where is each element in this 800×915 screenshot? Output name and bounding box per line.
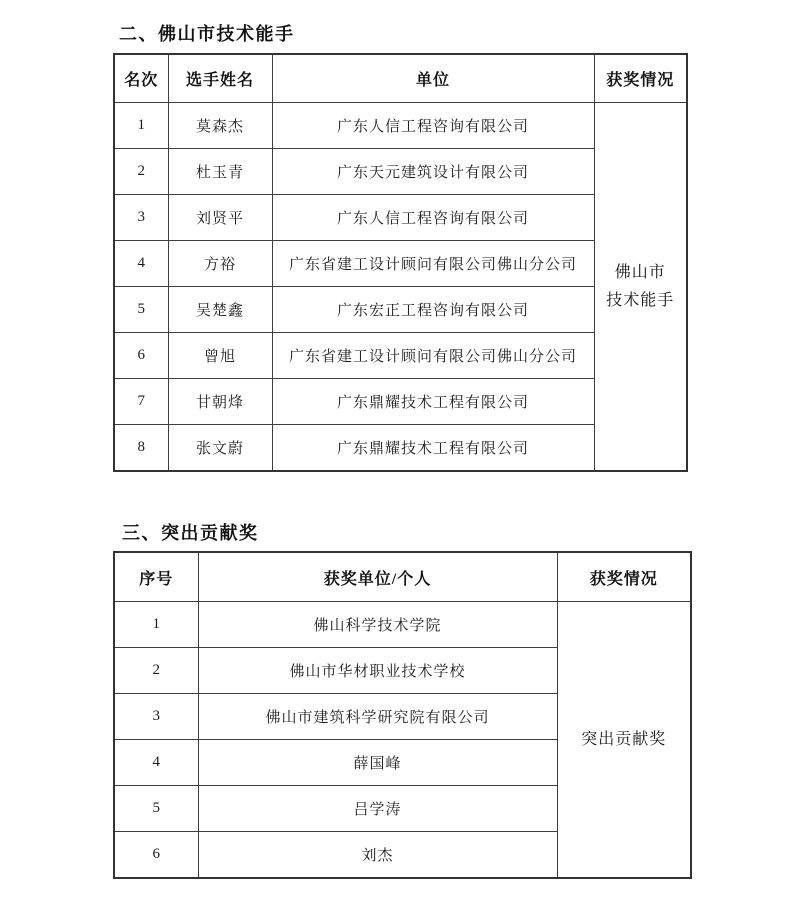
org-cell: 广东天元建筑设计有限公司 bbox=[272, 149, 594, 195]
name-cell: 曾旭 bbox=[168, 333, 272, 379]
winner-cell: 佛山科学技术学院 bbox=[198, 602, 557, 648]
name-cell: 方裕 bbox=[168, 241, 272, 287]
header-contestant-name: 选手姓名 bbox=[168, 54, 272, 103]
serial-cell: 3 bbox=[114, 694, 198, 740]
rank-cell: 1 bbox=[114, 103, 168, 149]
rank-cell: 3 bbox=[114, 195, 168, 241]
rank-cell: 2 bbox=[114, 149, 168, 195]
winner-cell: 佛山市华材职业技术学校 bbox=[198, 648, 557, 694]
section-title-contribution-award: 三、突出贡献奖 bbox=[122, 523, 259, 543]
org-cell: 广东鼎耀技术工程有限公司 bbox=[272, 425, 594, 472]
winner-cell: 薛国峰 bbox=[198, 740, 557, 786]
serial-cell: 4 bbox=[114, 740, 198, 786]
header-award-status: 获奖情况 bbox=[594, 54, 687, 103]
header-organization: 单位 bbox=[272, 54, 594, 103]
name-cell: 莫森杰 bbox=[168, 103, 272, 149]
rank-cell: 6 bbox=[114, 333, 168, 379]
winner-cell: 刘杰 bbox=[198, 832, 557, 879]
name-cell: 刘贤平 bbox=[168, 195, 272, 241]
contribution-award-table bbox=[113, 551, 692, 879]
header-winner-unit: 获奖单位/个人 bbox=[198, 552, 557, 602]
org-cell: 广东人信工程咨询有限公司 bbox=[272, 103, 594, 149]
award-line-1: 佛山市 bbox=[614, 263, 666, 281]
serial-cell: 6 bbox=[114, 832, 198, 879]
name-cell: 吴楚鑫 bbox=[168, 287, 272, 333]
table-row bbox=[114, 602, 691, 648]
org-cell: 广东人信工程咨询有限公司 bbox=[272, 195, 594, 241]
name-cell: 甘朝烽 bbox=[168, 379, 272, 425]
org-cell: 广东省建工设计顾问有限公司佛山分公司 bbox=[272, 241, 594, 287]
serial-cell: 5 bbox=[114, 786, 198, 832]
org-cell: 广东省建工设计顾问有限公司佛山分公司 bbox=[272, 333, 594, 379]
merged-award-cell bbox=[594, 103, 687, 472]
table-row bbox=[114, 103, 687, 149]
winner-cell: 吕学涛 bbox=[198, 786, 557, 832]
rank-cell: 8 bbox=[114, 425, 168, 472]
serial-cell: 2 bbox=[114, 648, 198, 694]
rank-cell: 5 bbox=[114, 287, 168, 333]
name-cell: 张文蔚 bbox=[168, 425, 272, 472]
rank-cell: 7 bbox=[114, 379, 168, 425]
org-cell: 广东宏正工程咨询有限公司 bbox=[272, 287, 594, 333]
org-cell: 广东鼎耀技术工程有限公司 bbox=[272, 379, 594, 425]
header-serial-no: 序号 bbox=[114, 552, 198, 602]
header-award-status: 获奖情况 bbox=[557, 552, 691, 602]
serial-cell: 1 bbox=[114, 602, 198, 648]
name-cell: 杜玉青 bbox=[168, 149, 272, 195]
tech-table-header-row bbox=[114, 54, 687, 103]
merged-award-cell: 突出贡献奖 bbox=[557, 602, 691, 879]
award-line-2: 技术能手 bbox=[606, 291, 675, 309]
tech-experts-table bbox=[113, 53, 688, 472]
contrib-table-header-row bbox=[114, 552, 691, 602]
header-rank: 名次 bbox=[114, 54, 168, 103]
section-title-tech-experts: 二、佛山市技术能手 bbox=[119, 24, 295, 44]
rank-cell: 4 bbox=[114, 241, 168, 287]
winner-cell: 佛山市建筑科学研究院有限公司 bbox=[198, 694, 557, 740]
